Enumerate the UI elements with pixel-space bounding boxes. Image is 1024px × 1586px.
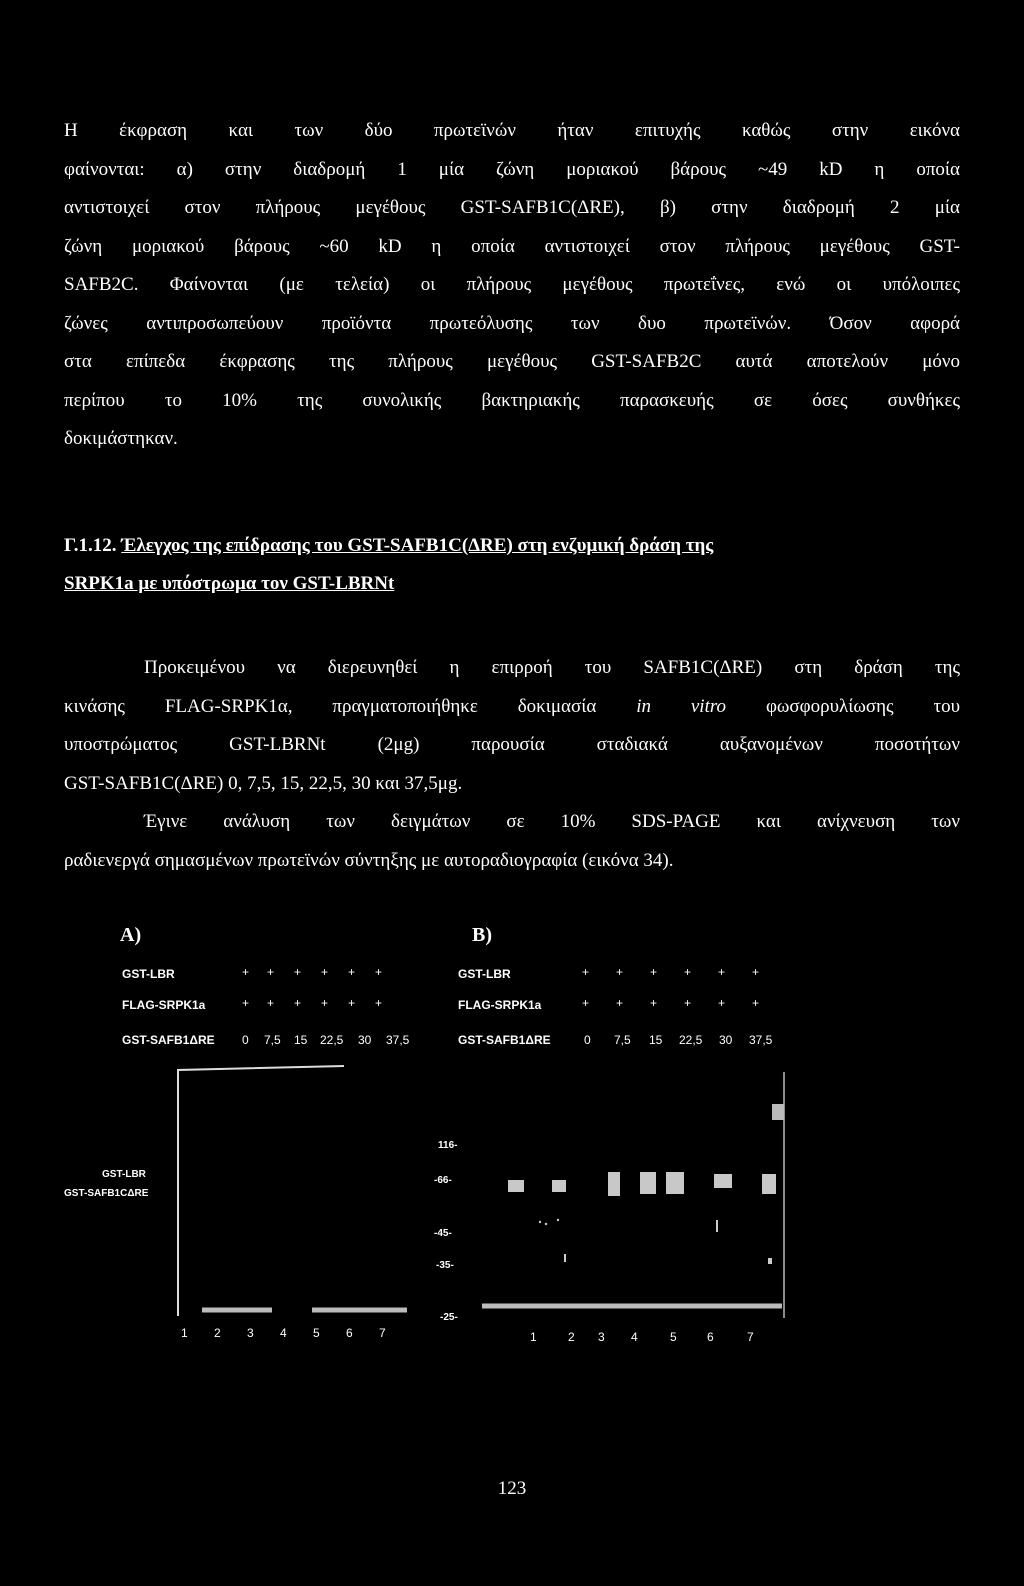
panel-b-lane-numbers: [530, 1330, 772, 1344]
panel-a-amounts: [242, 1033, 416, 1047]
plus-sign: +: [616, 996, 624, 1010]
panel-a-lane-numbers: [181, 1326, 404, 1340]
plus-sign: +: [321, 996, 329, 1010]
plus-sign: +: [650, 965, 658, 979]
heading-line-1: [64, 527, 964, 565]
text-line: δοκιμάστηκαν.: [64, 428, 178, 449]
plus-sign: +: [718, 996, 726, 1010]
panel-a-row-gst-safb1dre: GST-SAFB1ΔRE: [122, 1033, 215, 1047]
amount-value: 22,5: [679, 1033, 703, 1047]
heading-line-2: [64, 565, 964, 603]
heading-title-1: Έλεγχος της επίδρασης του GST-SAFB1C(ΔRE) στη ενζυμική δράση της: [121, 535, 714, 556]
speck: [557, 1219, 559, 1221]
plus-sign: +: [752, 965, 760, 979]
text-line: υποστρώματος GST-LBRNt (2μg) παρουσία σταδιακά αυξανομένων ποσοτήτων: [64, 734, 960, 755]
page-number: 123: [497, 1478, 527, 1499]
plus-sign: +: [684, 996, 692, 1010]
lane-number: 1: [530, 1330, 537, 1344]
panel-b-label: B): [472, 924, 492, 946]
panel-b-plus-row-1: [582, 965, 777, 979]
panel-a-plus-row-2: [242, 996, 400, 1010]
mw-marker-25: -25-: [440, 1312, 458, 1323]
text-line-2: [64, 688, 960, 727]
heading-number: Γ.1.12.: [64, 535, 117, 556]
panel-a-side-label-2: GST-SAFB1CΔRE: [64, 1188, 149, 1199]
speck: [545, 1223, 547, 1225]
speck: [564, 1254, 566, 1262]
panel-a-autoradiograph: [172, 1062, 412, 1322]
plus-sign: +: [294, 996, 302, 1010]
text-line: ζώνες αντιπροσωπεύουν προϊόντα πρωτεόλυσης των δυο πρωτεϊνών. Όσον αφορά: [64, 312, 960, 334]
amount-value: 0: [584, 1033, 591, 1047]
panel-b-row-gst-lbr: GST-LBR: [458, 967, 511, 981]
text-line: Προκειμένου να διερευνηθεί η επιρροή του SAFB1C(ΔRE) στη δράση της: [144, 657, 960, 678]
heading-title-2: SRPK1a με υπόστρωμα τον GST-LBRNt: [64, 573, 395, 594]
mw-marker-66: -66-: [434, 1175, 452, 1186]
text-segment: φωσφορυλίωσης του: [765, 695, 960, 717]
paragraph-2: [64, 649, 960, 803]
amount-value: 37,5: [386, 1033, 410, 1047]
lane-number: 4: [631, 1330, 638, 1344]
amount-value: 7,5: [614, 1033, 631, 1047]
plus-sign: +: [267, 996, 275, 1010]
lane-number: 4: [280, 1326, 287, 1340]
panel-a-side-label-1: GST-LBR: [102, 1169, 146, 1180]
panel-b-plus-row-2: [582, 996, 777, 1010]
mw-marker-116: 116-: [438, 1140, 458, 1151]
text-line: ζώνη μοριακού βάρους ~60 kD η οποία αντιστοιχεί στον πλήρους μεγέθους GST-: [64, 235, 960, 257]
plus-sign: +: [718, 965, 726, 979]
lane-number: 7: [747, 1330, 754, 1344]
italic-term: in vitro: [636, 695, 727, 717]
band-lane-2: [552, 1180, 566, 1192]
gel-corner-mark: [772, 1104, 784, 1120]
text-line: στα επίπεδα έκφρασης της πλήρους μεγέθους GST-SAFB2C αυτά αποτελούν μόνο: [64, 351, 960, 372]
band-lane-1: [508, 1180, 524, 1192]
paragraph-1: [64, 112, 960, 459]
amount-value: 22,5: [320, 1033, 344, 1047]
band-lane-6: [714, 1174, 732, 1188]
plus-sign: +: [650, 996, 658, 1010]
plus-sign: +: [752, 996, 760, 1010]
lane-number: 6: [707, 1330, 714, 1344]
band-lane-7: [762, 1174, 776, 1194]
speck: [716, 1220, 718, 1232]
lane-number: 3: [598, 1330, 605, 1344]
amount-value: 15: [649, 1033, 663, 1047]
text-line: αντιστοιχεί στον πλήρους μεγέθους GST-SAFB1C(ΔRE), β) στην διαδρομή 2 μία: [64, 197, 960, 218]
mw-marker-45: -45-: [434, 1228, 452, 1239]
text-line: Η έκφραση και των δύο πρωτεϊνών ήταν επιτυχής καθώς στην εικόνα: [64, 120, 960, 141]
plus-sign: +: [348, 996, 356, 1010]
panel-a-row-gst-lbr: GST-LBR: [122, 967, 175, 981]
mw-marker-35: -35-: [436, 1260, 454, 1271]
band-lane-5: [666, 1172, 684, 1194]
lane-number: 3: [247, 1326, 254, 1340]
text-line: GST-SAFB1C(ΔRE) 0, 7,5, 15, 22,5, 30 και 37,5μg.: [64, 772, 463, 794]
panel-b-amounts: [584, 1033, 774, 1047]
amount-value: 0: [242, 1033, 249, 1047]
panel-b-row-gst-safb1dre: GST-SAFB1ΔRE: [458, 1033, 551, 1047]
panel-a-plus-row-1: [242, 965, 400, 979]
plus-sign: +: [294, 965, 302, 979]
band-lane-4: [640, 1172, 656, 1194]
amount-value: 15: [294, 1033, 308, 1047]
plus-sign: +: [375, 965, 383, 979]
plus-sign: +: [242, 965, 250, 979]
lane-number: 7: [379, 1326, 386, 1340]
lane-number: 2: [214, 1326, 221, 1340]
amount-value: 30: [358, 1033, 372, 1047]
amount-value: 30: [719, 1033, 733, 1047]
lane-number: 5: [313, 1326, 320, 1340]
plus-sign: +: [684, 965, 692, 979]
plus-sign: +: [321, 965, 329, 979]
plus-sign: +: [582, 965, 590, 979]
lane-number: 2: [568, 1330, 575, 1344]
panel-b-row-flag-srpk1a: FLAG-SRPK1a: [458, 998, 542, 1012]
text-line: SAFB2C. Φαίνονται (με τελεία) οι πλήρους μεγέθους πρωτεΐνες, ενώ οι υπόλοιπες: [64, 274, 960, 295]
speck: [768, 1258, 772, 1264]
panel-a-label: A): [120, 924, 142, 946]
plus-sign: +: [375, 996, 383, 1010]
panel-b-autoradiograph: [470, 1062, 790, 1322]
text-segment: κινάσης FLAG-SRPK1α, πραγματοποιήθηκε δοκιμασία: [64, 695, 597, 717]
text-line: ραδιενεργά σημασμένων πρωτεϊνών σύντηξης με αυτοραδιογραφία (εικόνα 34).: [64, 849, 674, 871]
plus-sign: +: [582, 996, 590, 1010]
plus-sign: +: [267, 965, 275, 979]
amount-value: 37,5: [749, 1033, 773, 1047]
amount-value: 7,5: [264, 1033, 281, 1047]
lane-number: 1: [181, 1326, 188, 1340]
text-line: περίπου το 10% της συνολικής βακτηριακής παρασκευής σε όσες συνθήκες: [64, 389, 960, 411]
paragraph-3: [64, 803, 960, 880]
band-lane-3: [608, 1172, 620, 1196]
panel-a-row-flag-srpk1a: FLAG-SRPK1a: [122, 998, 206, 1012]
speck: [539, 1221, 541, 1223]
text-line: Έγινε ανάλυση των δειγμάτων σε 10% SDS-PAGE και ανίχνευση των: [144, 811, 960, 832]
text-line: φαίνονται: α) στην διαδρομή 1 μία ζώνη μοριακού βάρους ~49 kD η οποία: [64, 158, 960, 180]
lane-number: 5: [670, 1330, 677, 1344]
section-heading: [64, 527, 964, 603]
plus-sign: +: [242, 996, 250, 1010]
plus-sign: +: [348, 965, 356, 979]
plus-sign: +: [616, 965, 624, 979]
gel-edge-top: [178, 1066, 344, 1316]
lane-number: 6: [346, 1326, 353, 1340]
